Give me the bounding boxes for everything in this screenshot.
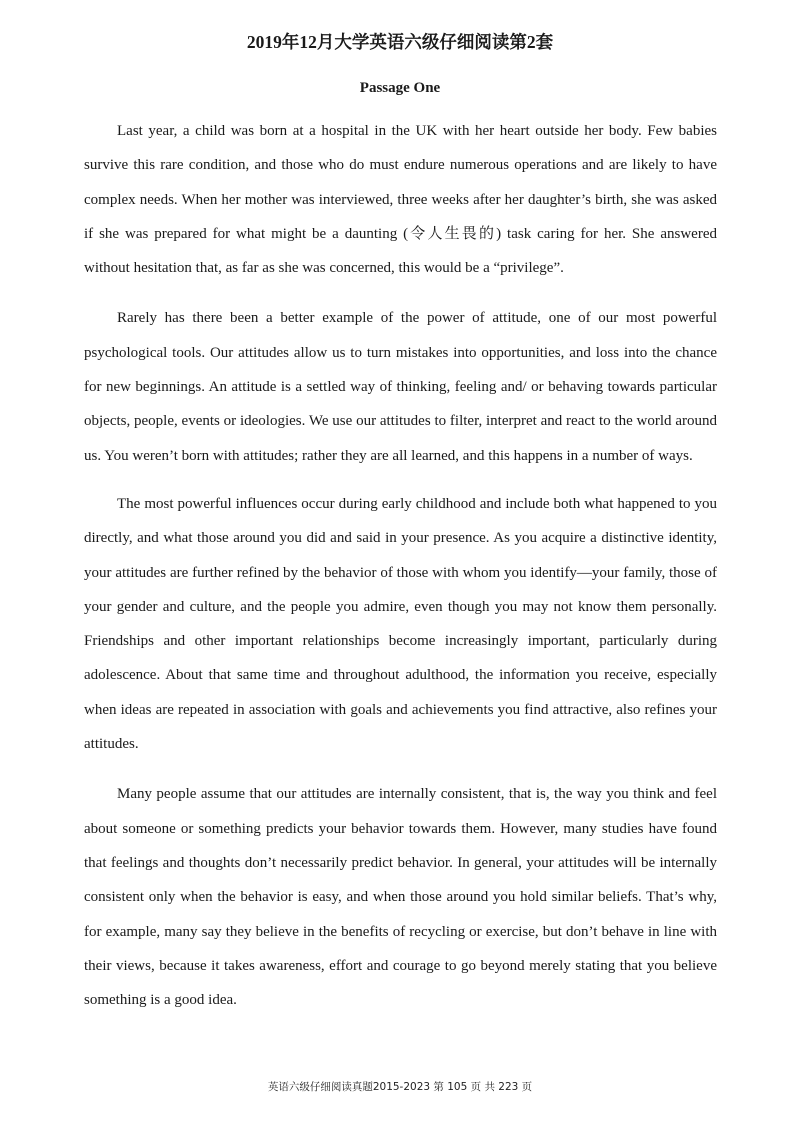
page-footer: 英语六级仔细阅读真题2015-2023 第 105 页 共 223 页 (267, 1081, 533, 1093)
passage-title: Passage One (359, 80, 441, 96)
paragraph-4: Many people assume that our attitudes are internally consistent, that is, the way you think and feel about someone or something predicts your behavior towards them. However, many studies have found that feelings and thoughts don’t necessarily predict behavior. In general, your attitudes will be internally consistent only when the behavior is easy, and when those around you hold similar beliefs. That’s why, for example, many say they believe in the benefits of recycling or exercise, but don’t behave in line with their views, because it takes awareness, effort and courage to go beyond merely stating that you believe something is a good idea. (84, 786, 717, 1009)
passage-body (84, 114, 717, 1033)
paragraph-2: Rarely has there been a better example of the power of attitude, one of our most powerful psychological tools. Our attitudes allow us to turn mistakes into opportunities, and loss into the chance for new beginnings. An attitude is a settled way of thinking, feeling and/ or behaving towards particular objects, people, events or ideologies. We use our attitudes to filter, interpret and react to the world around us. You weren’t born with attitudes; rather they are all learned, and this happens in a number of ways. (84, 310, 717, 464)
page-title: 2019年12月大学英语六级仔细阅读第2套 (246, 32, 554, 52)
paragraph-1: Last year, a child was born at a hospital in the UK with her heart outside her body. Few babies survive this rare condition, and those who do must endure numerous operations and are likely to have complex needs. When her mother was interviewed, three weeks after her daughter’s birth, she was asked if she was prepared for what might be a daunting (令人生畏的) task caring for her. She answered without hesitation that, as far as she was concerned, this would be a “privilege”. (84, 123, 717, 277)
paragraph-3: The most powerful influences occur during early childhood and include both what happened to you directly, and what those around you did and said in your presence. As you acquire a distinctive identity, your attitudes are further refined by the behavior of those with whom you identify—your family, those of your gender and culture, and the people you admire, even though you may not know them personally. Friendships and other important relationships become increasingly important, particularly during adolescence. About that same time and throughout adulthood, the information you receive, especially when ideas are repeated in association with goals and achievements you find attractive, also refines your attitudes. (84, 495, 717, 753)
